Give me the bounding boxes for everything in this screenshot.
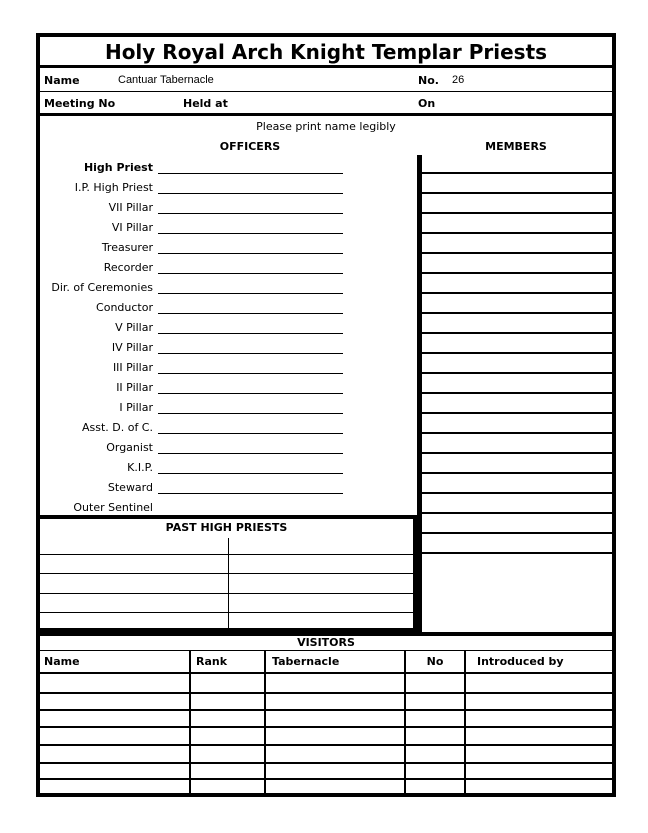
name-label: Name [44,74,80,87]
visitors-heading-divider [40,650,612,651]
member-writein-line [422,312,612,314]
member-writein-line [422,412,612,414]
visitors-column-header: Tabernacle [272,655,340,668]
meeting-no-label: Meeting No [44,97,116,110]
held-at-label: Held at [183,97,228,110]
visitors-column-line [264,650,266,793]
officer-role-label: High Priest [83,161,153,174]
member-writein-line [422,332,612,334]
officer-role-label: II Pillar [116,381,153,394]
officer-writein-line [158,353,343,354]
name-row-divider [40,91,612,92]
officer-writein-line [158,313,343,314]
officer-writein-line [158,233,343,234]
visitors-heading: VISITORS [297,636,355,649]
officer-writein-line [158,193,343,194]
visitors-column-header: Rank [196,655,228,668]
officer-role-label: VII Pillar [108,201,153,214]
officer-writein-line [158,173,343,174]
visitors-row-line [40,692,612,694]
officer-role-label: Outer Sentinel [73,501,153,514]
officer-writein-line [158,373,343,374]
officer-role-label: K.I.P. [127,461,153,474]
meeting-row-divider [40,113,612,116]
visitors-row-line [40,744,612,746]
officer-writein-line [158,453,343,454]
officer-writein-line [158,253,343,254]
officer-writein-line [158,333,343,334]
member-writein-line [422,232,612,234]
member-writein-line [422,492,612,494]
form-title: Holy Royal Arch Knight Templar Priests [104,40,548,64]
visitors-row-line [40,726,612,728]
member-writein-line [422,432,612,434]
officer-writein-line [158,433,343,434]
officer-writein-line [158,273,343,274]
member-writein-line [422,212,612,214]
member-writein-line [422,532,612,534]
visitors-row-line [40,709,612,711]
visitors-column-header: Name [44,655,80,668]
officer-role-label: Conductor [96,301,153,314]
officer-role-label: V Pillar [115,321,153,334]
officer-role-label: III Pillar [112,361,153,374]
member-writein-line [422,352,612,354]
officer-role-label: Dir. of Ceremonies [51,281,153,294]
member-writein-line [422,192,612,194]
name-value: Cantuar Tabernacle [118,74,214,86]
visitors-column-line [464,650,466,793]
visitors-row-line [40,672,612,674]
visitors-column-header: No [426,655,444,668]
past-high-priest-row-line [40,573,413,574]
member-writein-line [422,272,612,274]
officer-writein-line [158,293,343,294]
visitors-column-header: Introduced by [477,655,564,668]
visitors-row-line [40,778,612,780]
officers-heading: OFFICERS [219,140,281,153]
print-legibly-instruction: Please print name legibly [256,120,396,133]
officer-role-label: I.P. High Priest [74,181,153,194]
officer-role-label: Treasurer [101,241,153,254]
visitors-column-line [189,650,191,793]
on-label: On [418,97,436,110]
officer-role-label: I Pillar [119,401,153,414]
past-high-priest-row-line [40,554,413,555]
officer-writein-line [158,393,343,394]
past-high-priest-row-line [40,612,413,613]
officer-role-label: Steward [107,481,153,494]
no-label: No. [418,74,439,87]
visitors-row-line [40,762,612,764]
member-writein-line [422,552,612,554]
past-high-priests-column-divider [228,538,229,628]
member-writein-line [422,172,612,174]
officer-writein-line [158,213,343,214]
officer-role-label: Recorder [103,261,153,274]
member-writein-line [422,392,612,394]
member-writein-line [422,372,612,374]
member-writein-line [422,252,612,254]
officer-role-label: Organist [106,441,153,454]
members-heading: MEMBERS [485,140,547,153]
officer-role-label: Asst. D. of C. [81,421,153,434]
title-divider [40,65,612,68]
member-writein-line [422,512,612,514]
member-writein-line [422,452,612,454]
no-value: 26 [452,74,465,86]
officer-writein-line [158,413,343,414]
officer-role-label: VI Pillar [111,221,153,234]
officer-writein-line [158,473,343,474]
past-high-priests-heading: PAST HIGH PRIESTS [165,521,288,534]
member-writein-line [422,472,612,474]
visitors-column-line [404,650,406,793]
officer-role-label: IV Pillar [111,341,153,354]
officer-writein-line [158,493,343,494]
past-high-priest-row-line [40,593,413,594]
member-writein-line [422,292,612,294]
